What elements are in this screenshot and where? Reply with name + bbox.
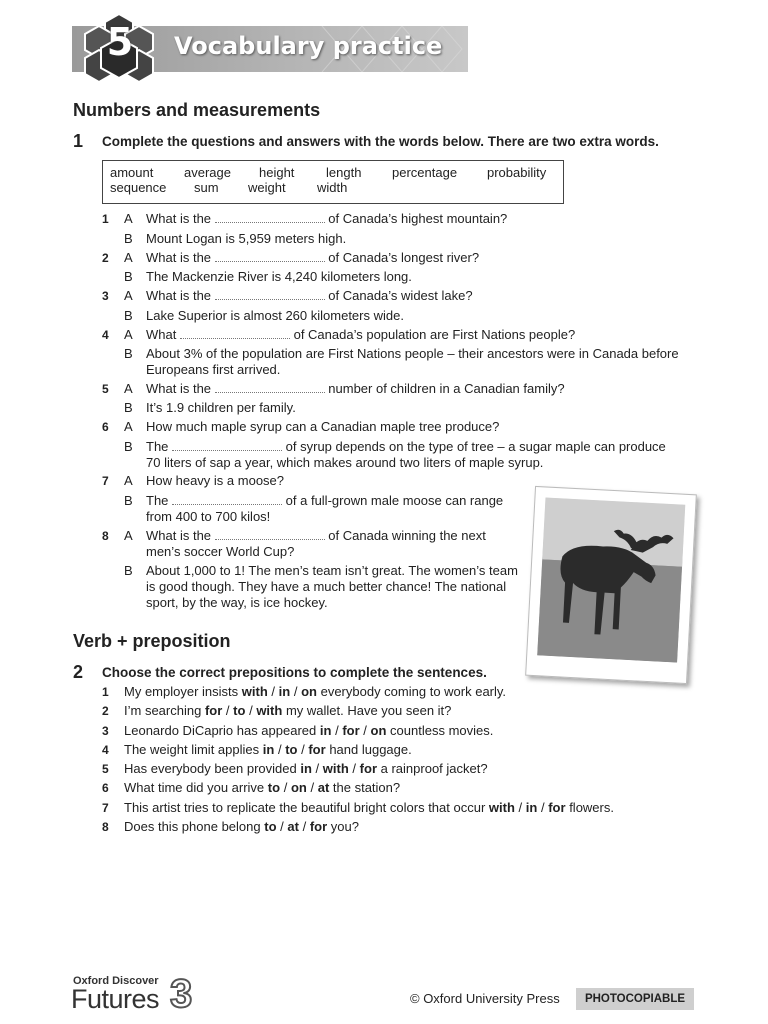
question-text: What is the (146, 211, 212, 226)
word-bank-item: sequence (110, 180, 167, 195)
sentence-text: Leonardo DiCaprio has appeared (124, 723, 317, 738)
sentence-row (102, 819, 109, 835)
sentence-row (102, 723, 109, 739)
item-number: 1 (102, 685, 109, 699)
sentence-row (102, 761, 109, 777)
option[interactable]: on (290, 780, 307, 795)
answer-1b: Mount Logan is 5,959 meters high. (146, 231, 347, 246)
word-bank-item: width (317, 180, 348, 195)
option[interactable]: for (342, 723, 360, 738)
question-text: number of children in a Canadian family? (328, 381, 565, 396)
sentence-text: you? (330, 819, 359, 834)
word-bank-item: weight (248, 180, 286, 195)
option[interactable]: on (301, 684, 317, 699)
exercise-number-2: 2 (73, 662, 84, 682)
label-b: B (124, 493, 133, 508)
question-text: of Canada’s population are First Nations people? (293, 327, 576, 342)
slash: / (352, 761, 357, 776)
slash: / (283, 780, 288, 795)
answer-8b-line3: sport, by the way, is ice hockey. (146, 595, 328, 610)
word-bank-item: length (326, 165, 362, 180)
item-number: 6 (102, 781, 109, 795)
item-number: 7 (102, 474, 109, 488)
sentence-1 (124, 684, 506, 700)
slash: / (225, 703, 230, 718)
sentence-text: My employer insists (124, 684, 239, 699)
section-heading-numbers: Numbers and measurements (73, 100, 321, 120)
sentence-text: a rainproof jacket? (380, 761, 488, 776)
sentence-text: I’m searching (124, 703, 202, 718)
sentence-7 (124, 800, 614, 816)
label-a: A (124, 327, 133, 342)
sentence-2 (124, 703, 451, 719)
answer-4b-line2: Europeans first arrived. (146, 362, 281, 377)
exercise-number-1: 1 (73, 131, 84, 151)
question-4a (146, 327, 575, 343)
slash: / (310, 780, 315, 795)
word-bank-item: average (184, 165, 231, 180)
question-text: of Canada’s longest river? (328, 250, 480, 265)
sentence-6 (124, 780, 400, 796)
sentence-text: my wallet. Have you seen it? (285, 703, 452, 718)
brand-name-line1: Oxford Discover (73, 975, 159, 987)
section-heading-verb-preposition: Verb + preposition (73, 631, 231, 651)
option[interactable]: for (308, 742, 326, 757)
question-6a: How much maple syrup can a Canadian maple tree produce? (146, 419, 500, 434)
item-number: 5 (102, 382, 109, 396)
question-text: of Canada’s highest mountain? (328, 211, 508, 226)
slash: / (540, 800, 545, 815)
label-a: A (124, 288, 133, 303)
brand-name-line2: Futures (71, 984, 160, 1014)
label-a: A (124, 250, 133, 265)
word-bank-item: height (259, 165, 295, 180)
option[interactable]: for (204, 703, 223, 718)
answer-blank[interactable] (215, 250, 325, 262)
exercise-1-instruction: Complete the questions and answers with the words below. There are two extra words. (102, 134, 659, 149)
question-text: What is the (146, 528, 212, 543)
question-1a (146, 211, 507, 227)
photocopiable-badge: PHOTOCOPIABLE (576, 988, 694, 1010)
question-5a (146, 381, 565, 397)
slash: / (315, 761, 320, 776)
option[interactable]: to (285, 742, 298, 757)
question-3a (146, 288, 473, 304)
answer-blank[interactable] (180, 327, 290, 339)
answer-text: of syrup depends on the type of tree – a sugar maple can produce (285, 439, 666, 454)
sentence-text: This artist tries to replicate the beautiful bright colors that occur (124, 800, 486, 815)
slash: / (249, 703, 253, 718)
item-number: 4 (102, 743, 109, 757)
item-number: 3 (102, 289, 109, 303)
option[interactable]: to (267, 780, 281, 795)
item-number: 7 (102, 801, 109, 815)
item-number: 8 (102, 820, 109, 834)
sentence-text: The weight limit applies (124, 742, 260, 757)
option[interactable]: to (233, 703, 246, 718)
answer-8b-line2: is good though. They have a much better chance! The national (146, 579, 507, 594)
sentence-text: Does this phone belong (124, 819, 261, 834)
label-a: A (124, 211, 133, 226)
label-b: B (124, 400, 133, 415)
answer-blank[interactable] (172, 493, 282, 505)
item-number: 5 (102, 762, 109, 776)
answer-7b-line2: from 400 to 700 kilos! (146, 509, 271, 524)
item-number: 2 (102, 251, 109, 265)
slash: / (518, 800, 523, 815)
label-a: A (124, 528, 133, 543)
unit-number: 5 (106, 20, 134, 64)
option[interactable]: with (322, 761, 349, 776)
sentence-row (102, 742, 109, 758)
answer-8b-line1: About 1,000 to 1! The men’s team isn’t great. The women’s team (146, 563, 518, 578)
question-7a: How heavy is a moose? (146, 473, 285, 488)
answer-blank[interactable] (172, 439, 282, 451)
sentence-text: Has everybody been provided (124, 761, 297, 776)
slash: / (293, 684, 298, 699)
sentence-text: everybody coming to work early. (320, 684, 507, 699)
answer-blank[interactable] (215, 528, 325, 540)
sentence-row (102, 800, 109, 816)
sentence-row (102, 684, 109, 700)
option[interactable]: in (262, 742, 275, 757)
option[interactable]: to (264, 819, 277, 834)
question-8a-line1 (146, 528, 486, 544)
question-text: What is the (146, 250, 212, 265)
answer-6b-line1 (146, 439, 666, 455)
question-text: What is the (146, 381, 212, 396)
moose-photo (525, 486, 697, 684)
question-text: What is the (146, 288, 212, 303)
sentence-8 (124, 819, 359, 835)
item-number: 2 (102, 704, 109, 718)
item-number: 4 (102, 328, 109, 342)
slash: / (277, 742, 282, 757)
answer-4b-line1: About 3% of the population are First Nations people – their ancestors were in Canada before (146, 346, 679, 361)
moose-image (537, 497, 685, 662)
sentence-5 (124, 761, 488, 777)
answer-7b-line1 (146, 493, 503, 509)
slash: / (363, 723, 367, 738)
sentence-text: countless movies. (390, 723, 494, 738)
answer-3b: Lake Superior is almost 260 kilometers wide. (146, 308, 404, 323)
answer-2b: The Mackenzie River is 4,240 kilometers long. (146, 269, 412, 284)
option[interactable]: for (548, 800, 566, 815)
label-b: B (124, 346, 133, 361)
label-a: A (124, 419, 133, 434)
answer-blank[interactable] (215, 211, 325, 223)
option[interactable]: in (300, 761, 312, 776)
item-number: 8 (102, 529, 109, 543)
word-bank-item: probability (487, 165, 547, 180)
word-bank-item: percentage (392, 165, 458, 180)
question-text: of Canada’s widest lake? (328, 288, 473, 303)
slash: / (271, 684, 276, 699)
option[interactable]: at (317, 780, 330, 795)
question-text: What (146, 327, 177, 342)
option[interactable]: with (256, 703, 283, 718)
sentence-row (102, 780, 109, 796)
answer-5b: It’s 1.9 children per family. (146, 400, 296, 415)
option[interactable]: at (287, 819, 299, 834)
sentence-3 (124, 723, 493, 739)
option[interactable]: with (488, 800, 515, 815)
moose-illustration (537, 497, 685, 662)
option[interactable]: on (370, 723, 387, 738)
item-number: 1 (102, 212, 109, 226)
slash: / (335, 723, 339, 738)
label-a: A (124, 381, 133, 396)
answer-blank[interactable] (215, 381, 325, 393)
option[interactable]: for (359, 761, 378, 776)
word-bank-item: sum (194, 180, 219, 195)
option[interactable]: for (309, 819, 328, 834)
sentence-row (102, 703, 109, 719)
sentence-text: What time did you arrive (124, 780, 265, 795)
exercise-2-instruction: Choose the correct prepositions to complete the sentences. (102, 665, 487, 680)
word-bank-item: amount (110, 165, 154, 180)
label-b: B (124, 269, 133, 284)
label-b: B (124, 439, 133, 454)
answer-blank[interactable] (215, 288, 325, 300)
answer-text: The (146, 493, 169, 508)
brand-level-number: 3 (170, 972, 193, 1016)
sentence-text: the station? (332, 780, 401, 795)
slash: / (301, 742, 305, 757)
label-b: B (124, 308, 133, 323)
option[interactable]: in (525, 800, 538, 815)
sentence-text: hand luggage. (329, 742, 412, 757)
answer-6b-line2: 70 liters of sap a year, which makes around two liters of maple syrup. (146, 455, 544, 470)
answer-text: The (146, 439, 169, 454)
copyright: © Oxford University Press (410, 991, 560, 1006)
question-8a-line2: men’s soccer World Cup? (146, 544, 295, 559)
item-number: 6 (102, 420, 109, 434)
label-a: A (124, 473, 133, 488)
label-b: B (124, 231, 133, 246)
slash: / (302, 819, 307, 834)
item-number: 3 (102, 724, 109, 738)
slash: / (280, 819, 284, 834)
sentence-4 (124, 742, 412, 758)
question-text: of Canada winning the next (328, 528, 486, 543)
question-2a (146, 250, 479, 266)
sentence-text: flowers. (569, 800, 614, 815)
answer-text: of a full-grown male moose can range (285, 493, 504, 508)
option[interactable]: in (319, 723, 332, 738)
option[interactable]: in (278, 684, 291, 699)
option[interactable]: with (241, 684, 268, 699)
page-title: Vocabulary practice (174, 32, 443, 60)
label-b: B (124, 563, 133, 578)
